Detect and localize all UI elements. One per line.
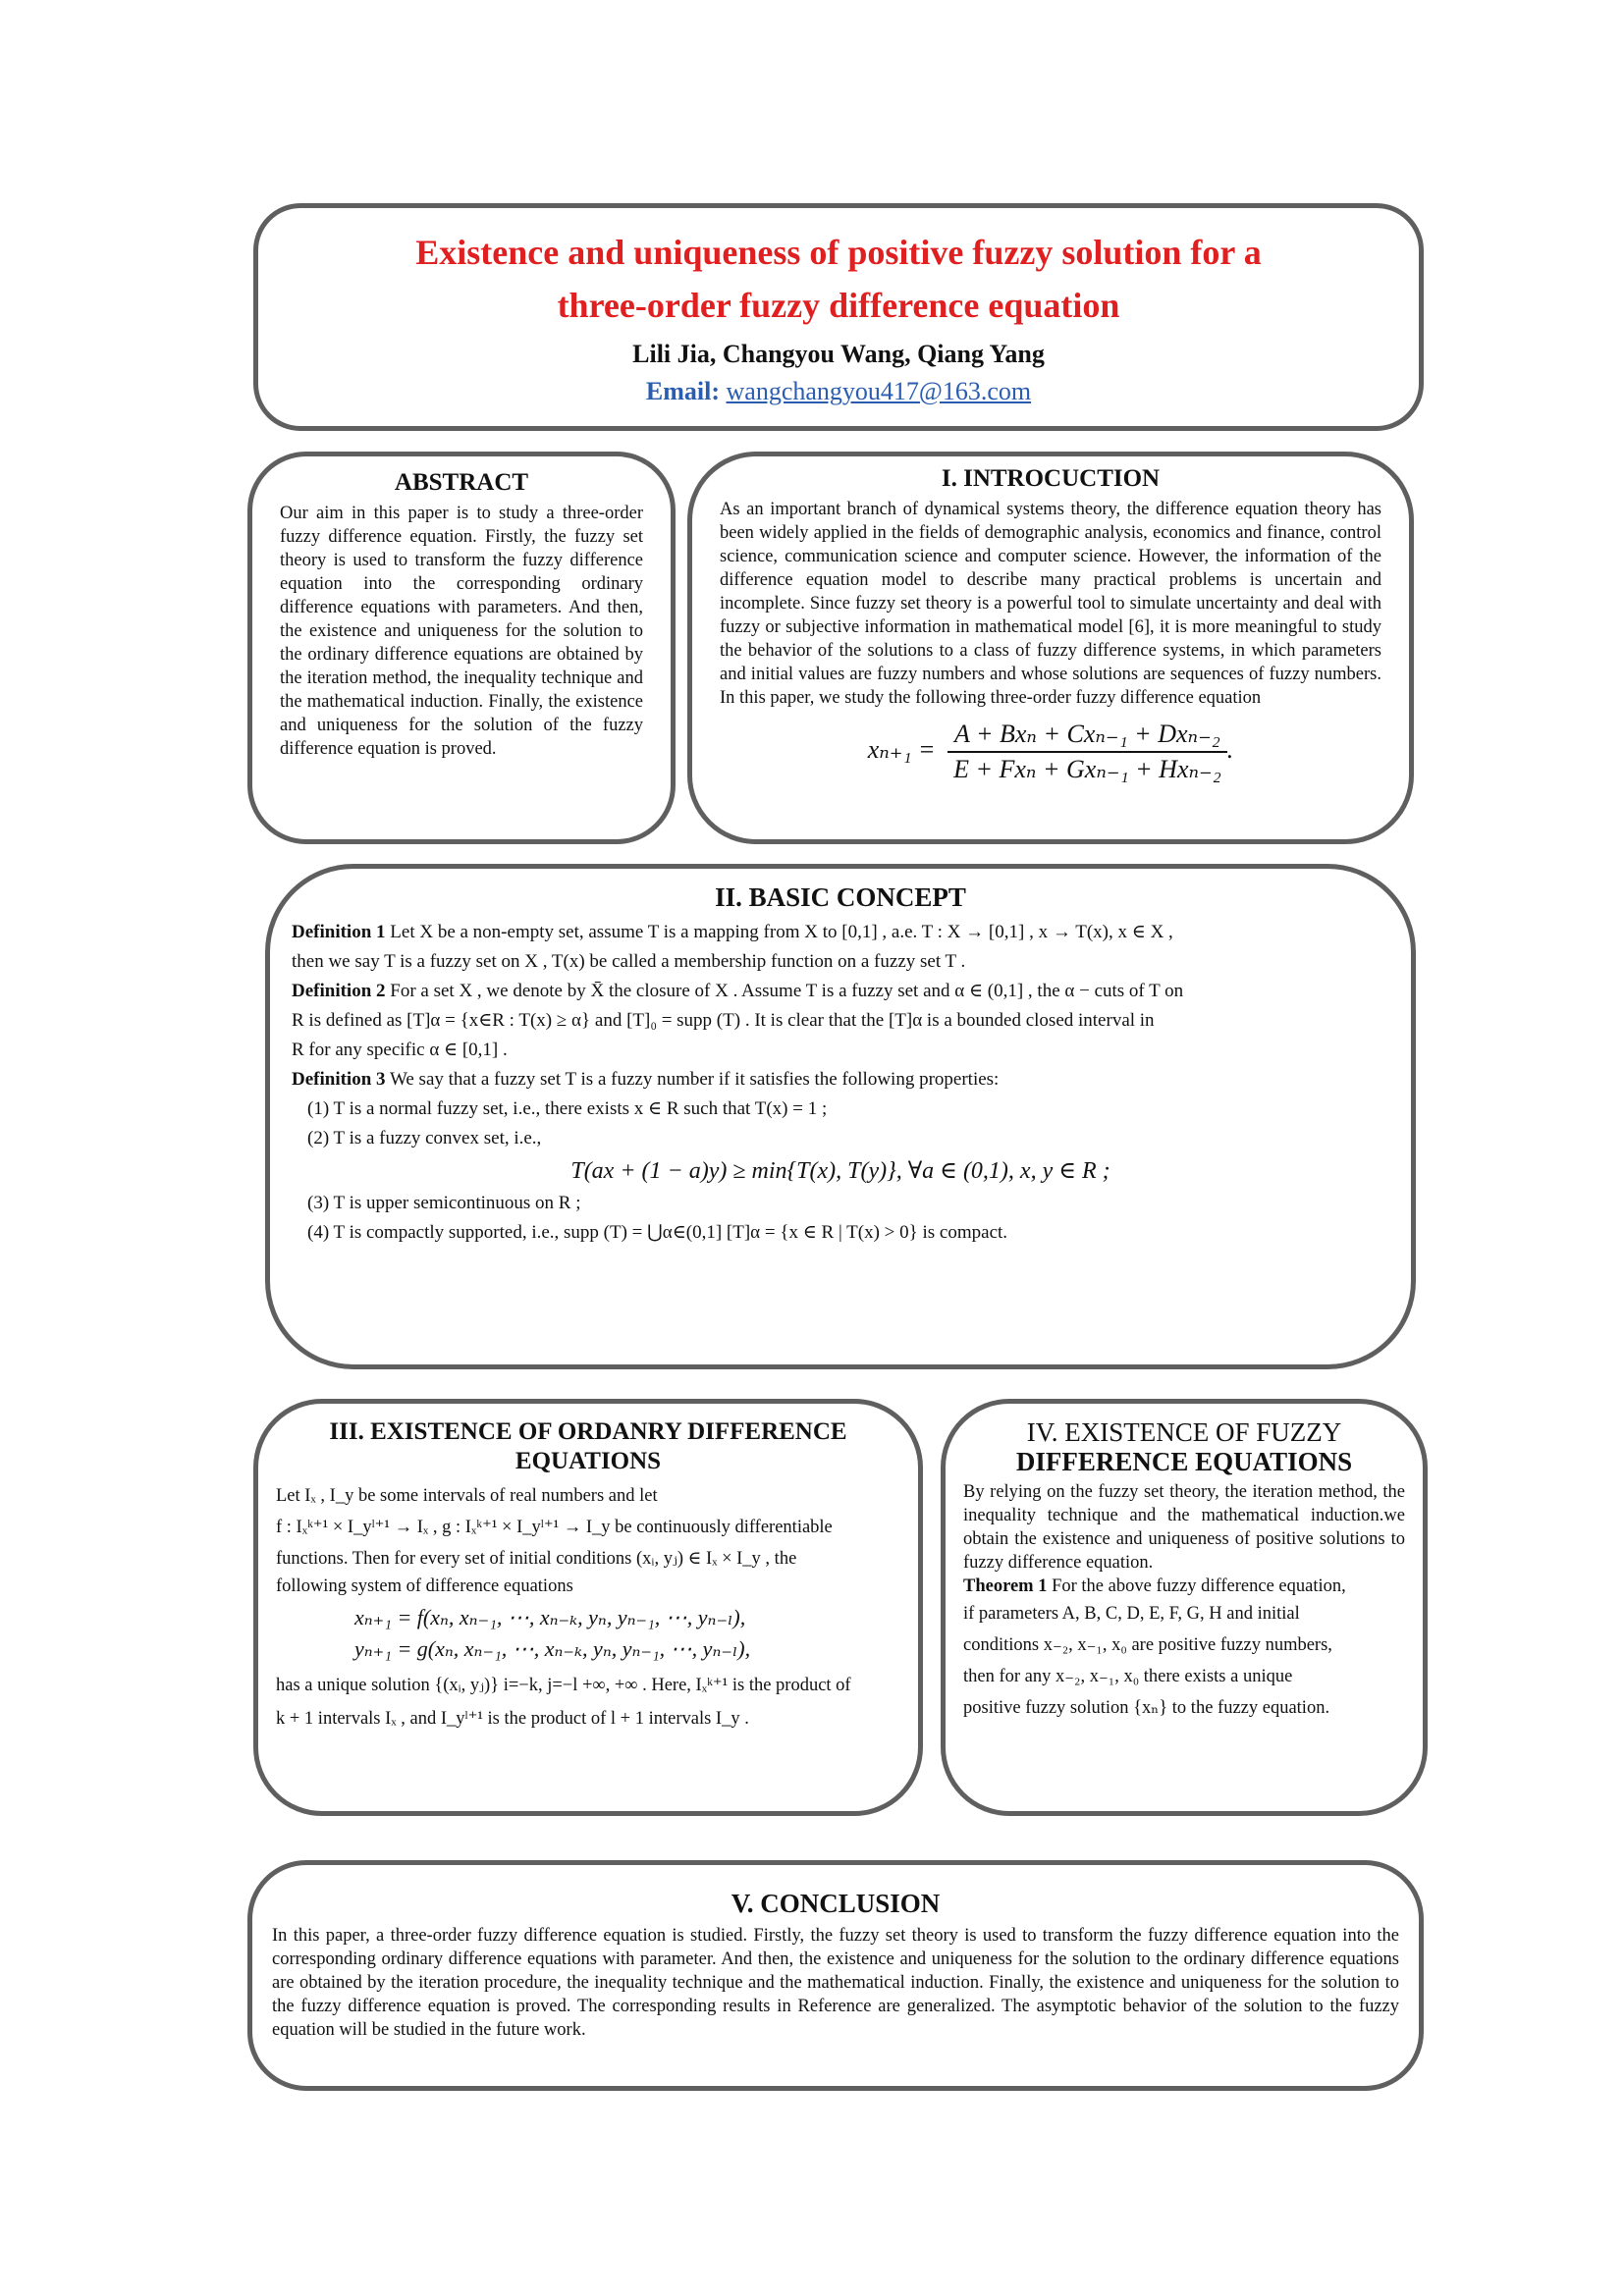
theorem-1-line-d: then for any x₋₂, x₋₁, x₀ there exists a unique [963,1667,1293,1686]
conclusion-text: In this paper, a three-order fuzzy difference equation is studied. Firstly, the fuzzy set theory is used to transform the fuzzy difference equation into the corresponding ordinary difference equations with parameter. And then, the existence and uniqueness for the solution to the ordinary difference equations are obtained by the iteration procedure, the inequality technique and the mathematical induction. Finally, the existence and uniqueness for the solution to the fuzzy difference equation is proved. The corresponding results in Reference are generalized. The asymptotic behavior of the solution to the fuzzy equation will be studied in the future work. [272,1926,1399,2040]
theorem-1 [963,1575,1405,1598]
existence-fuzzy-heading [963,1417,1405,1476]
existence-ordinary-heading [276,1417,900,1476]
existence-heading-line-1: III. EXISTENCE OF ORDANRY DIFFERENCE [329,1418,847,1445]
abstract-heading: ABSTRACT [394,469,529,496]
email-line [258,377,1419,406]
equation-numerator: A + Bxₙ + Cxₙ₋₁ + Dxₙ₋₂ [947,720,1227,753]
definition-2-label: Definition 2 [292,981,386,1001]
existence-line-4: following system of difference equations [276,1576,573,1596]
definition-1-cont: then we say T is a fuzzy set on X , T(x) be called a membership function on a fuzzy set T . [292,951,966,972]
definition-3-text: We say that a fuzzy set T is a fuzzy number if it satisfies the following properties: [389,1069,1000,1090]
existence-line-2: f : Iₓᵏ⁺¹ × I_yˡ⁺¹ → Iₓ , g : Iₓᵏ⁺¹ × I_yˡ⁺¹ → I_y be continuously differentiable [276,1518,833,1537]
existence-line-1: Let Iₓ , I_y be some intervals of real numbers and let [276,1486,658,1506]
property-1: (1) T is a normal fuzzy set, i.e., there exists x ∈ R such that T(x) = 1 ; [307,1098,828,1119]
property-4: (4) T is compactly supported, i.e., supp (T) = ⋃α∈(0,1] [T]α = {x ∈ R | T(x) > 0} is compact. [307,1222,1008,1243]
conclusion-heading: V. CONCLUSION [731,1889,941,1918]
fuzzy-text: By relying on the fuzzy set theory, the iteration method, the inequality technique and the mathematical induction.we obtain the existence and uniqueness of positive solutions to fuzzy difference equation. [963,1482,1405,1573]
property-2: (2) T is a fuzzy convex set, i.e., [307,1128,542,1148]
conclusion-panel [247,1860,1424,2091]
fuzzy-heading-line-1: IV. EXISTENCE OF FUZZY [1026,1417,1342,1447]
definition-2-cont-2: R for any specific α ∈ [0,1] . [292,1040,508,1060]
basic-concept-heading: II. BASIC CONCEPT [715,882,966,912]
title-line-2: three-order fuzzy difference equation [557,286,1120,325]
definition-1-label: Definition 1 [292,922,386,942]
equation-denominator: E + Fxₙ + Gxₙ₋₁ + Hxₙ₋₂ [953,755,1221,783]
difference-system [354,1602,900,1665]
theorem-1-line-c: conditions x₋₂, x₋₁, x₀ are positive fuzzy numbers, [963,1635,1332,1655]
definition-2 [292,977,1389,1006]
definition-3 [292,1065,1389,1095]
theorem-1-label: Theorem 1 [963,1576,1048,1596]
existence-line-6: k + 1 intervals Iₓ , and I_yˡ⁺¹ is the product of l + 1 intervals I_y . [276,1709,749,1729]
abstract-text: Our aim in this paper is to study a three-order fuzzy difference equation. Firstly, the fuzzy set theory is used to transform the fuzzy difference equation into the corresponding ordinary difference equations with parameters. And then, the existence and uniqueness for the solution to the ordinary difference equations are obtained by the iteration method, the inequality technique and the mathematical induction. Finally, the existence and uniqueness for the solution of the fuzzy difference equation is proved. [280,504,643,759]
paper-title [258,226,1419,332]
theorem-1-line-e: positive fuzzy solution {xₙ} to the fuzzy equation. [963,1698,1330,1718]
existence-heading-line-2: EQUATIONS [514,1448,662,1474]
abstract-panel [247,452,676,844]
property-3: (3) T is upper semicontinuous on R ; [307,1193,581,1213]
introduction-panel [687,452,1414,844]
email-link[interactable]: wangchangyou417@163.com [726,377,1032,405]
main-equation: xₙ₊₁ = $\frac{\text{A + Bxₙ + Cxₙ₋₁ + Dxₙ₋₂}}{\text{E + Fxₙ + Gxₙ₋₁ + Hxₙ₋₂}}$ . [867,720,1234,783]
existence-ordinary-panel [253,1399,923,1816]
fuzzy-heading-line-2: DIFFERENCE EQUATIONS [1015,1447,1353,1476]
title-panel [253,203,1424,431]
definition-2-cont: R is defined as [T]α = {x∈R : T(x) ≥ α} and [T]₀ = supp (T) . It is clear that the [T]α is a bounded closed interval in [292,1010,1155,1031]
definition-3-label: Definition 3 [292,1069,386,1090]
email-label: Email: [645,377,720,405]
system-equation-y: yₙ₊₁ = g(xₙ, xₙ₋₁, ⋯, xₙ₋ₖ, yₙ, yₙ₋₁, ⋯, yₙ₋ₗ), [354,1636,751,1661]
definition-1 [292,918,1389,947]
equation-lhs: xₙ₊₁ = [867,734,936,764]
existence-line-3: functions. Then for every set of initial conditions (xᵢ, yⱼ) ∈ Iₓ × I_y , the [276,1549,797,1569]
definition-2-text-a: For a set X , we denote by X̄ the closure of X . Assume T is a fuzzy set and α ∈ (0,1] , the α − cuts of T on [390,981,1184,1001]
system-equation-x: xₙ₊₁ = f(xₙ, xₙ₋₁, ⋯, xₙ₋ₖ, yₙ, yₙ₋₁, ⋯, yₙ₋ₗ), [354,1605,746,1629]
title-line-1: Existence and uniqueness of positive fuzzy solution for a [415,233,1262,272]
theorem-1-line-b: if parameters A, B, C, D, E, F, G, H and initial [963,1604,1300,1624]
basic-concept-panel [265,864,1416,1369]
introduction-heading: I. INTROCUCTION [941,465,1161,492]
introduction-text: As an important branch of dynamical systems theory, the difference equation theory has been widely applied in the fields of demographic analysis, economics and finance, control science, communication science and computer science. However, the information of the difference equation model to describe many practical problems is uncertain and incomplete. Since fuzzy set theory is a powerful tool to simulate uncertainty and deal with fuzzy or subjective information in mathematical model [6], it is more meaningful to study the behavior of the solutions to a class of fuzzy difference systems, in which parameters and initial values are fuzzy numbers and whose solutions are sequences of fuzzy numbers. In this paper, we study the following three-order fuzzy difference equation [720,500,1381,708]
property-2-equation: T(ax + (1 − a)y) ≥ min{T(x), T(y)}, ∀a ∈ (0,1), x, y ∈ R ; [570,1158,1110,1184]
definition-1-text-a: Let X be a non-empty set, assume T is a mapping from X to [0,1] , a.e. T : X → [0,1] , x → T(x), x ∈ X , [390,922,1173,942]
existence-line-5: has a unique solution {(xᵢ, yⱼ)} i=−k, j=−l +∞, +∞ . Here, Iₓᵏ⁺¹ is the product of [276,1676,851,1695]
theorem-1-text-a: For the above fuzzy difference equation, [1052,1576,1346,1596]
authors: Lili Jia, Changyou Wang, Qiang Yang [632,340,1045,368]
existence-fuzzy-panel [941,1399,1428,1816]
equation-fraction [947,720,1227,784]
